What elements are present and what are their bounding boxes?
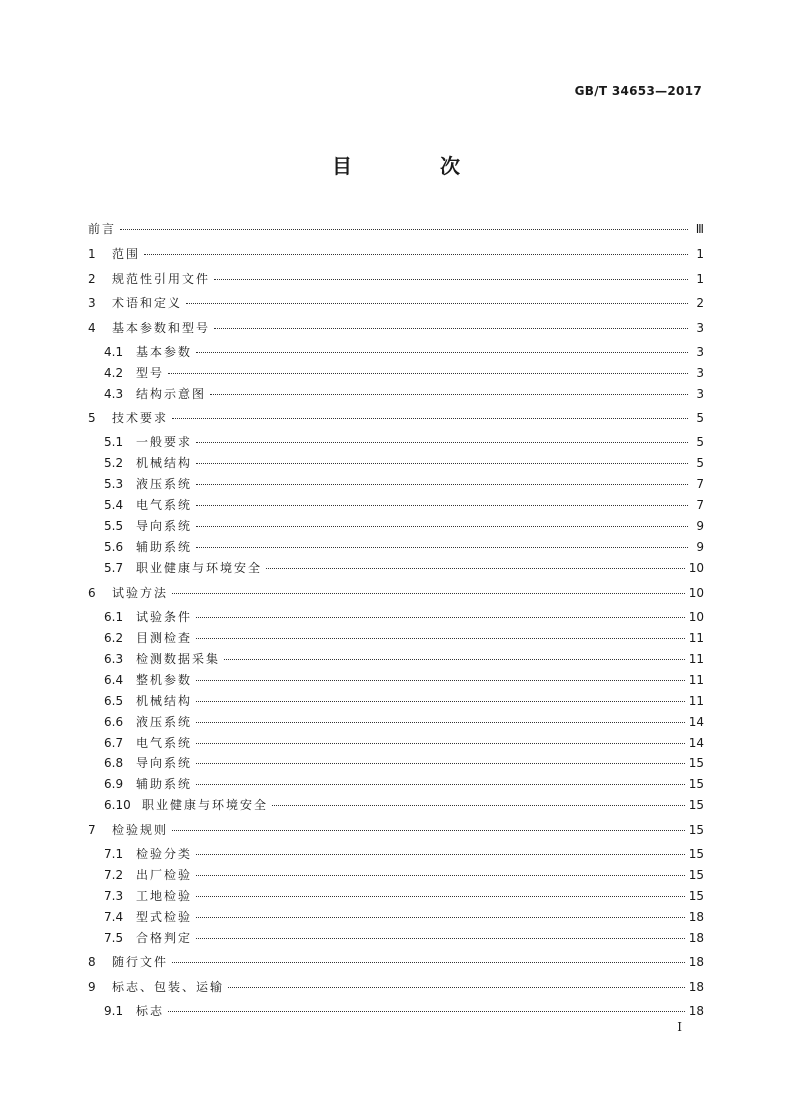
toc-entry[interactable] <box>88 293 704 313</box>
toc-entry-title: 随行文件 <box>112 955 169 969</box>
toc-entry-title: 液压系统 <box>136 715 193 729</box>
toc-leader-dots <box>196 546 688 548</box>
toc-entry-number: 5.3 <box>104 477 124 491</box>
toc-entry-page: 18 <box>688 1004 704 1018</box>
toc-entry[interactable] <box>104 1001 704 1021</box>
toc-entry-number: 2 <box>88 272 96 286</box>
toc-entry-page: 3 <box>696 387 704 401</box>
toc-entry[interactable] <box>88 318 704 338</box>
toc-entry[interactable] <box>104 733 704 753</box>
toc-entry-number: 6.10 <box>104 798 131 812</box>
toc-entry-title: 范围 <box>112 247 141 261</box>
toc-entry-number: 7.3 <box>104 889 124 903</box>
toc-entry-number: 5.7 <box>104 561 124 575</box>
toc-entry-title: 电气系统 <box>136 498 193 512</box>
toc-entry-page: 18 <box>688 910 704 924</box>
toc-entry-number: 5.4 <box>104 498 124 512</box>
toc-entry-number: 5.1 <box>104 435 124 449</box>
toc-entry-number: 4.1 <box>104 345 124 359</box>
toc-entry-page: 7 <box>696 477 704 491</box>
toc-leader-dots <box>196 700 685 702</box>
toc-entry-title: 机械结构 <box>136 456 193 470</box>
toc-leader-dots <box>196 616 685 618</box>
toc-entry[interactable] <box>104 795 704 815</box>
toc-entry-page: 10 <box>688 561 704 575</box>
toc-entry-number: 5.6 <box>104 540 124 554</box>
toc-entry-title: 工地检验 <box>136 889 193 903</box>
toc-entry-title: 辅助系统 <box>136 540 193 554</box>
toc-entry-page: 10 <box>688 586 704 600</box>
toc-leader-dots <box>214 327 688 329</box>
toc-entry-number: 6.2 <box>104 631 124 645</box>
toc-entry-title: 试验方法 <box>112 586 169 600</box>
toc-entry-title: 导向系统 <box>136 756 193 770</box>
toc-leader-dots <box>196 853 685 855</box>
toc-entry-page: 7 <box>696 498 704 512</box>
toc-entry-page: 14 <box>688 715 704 729</box>
toc-entry-page: 18 <box>688 955 704 969</box>
standard-code: GB/T 34653—2017 <box>574 84 702 98</box>
toc-entry[interactable] <box>104 670 704 690</box>
toc-entry-page: 3 <box>696 345 704 359</box>
toc-entry-title: 基本参数 <box>136 345 193 359</box>
toc-entry-page: 3 <box>696 366 704 380</box>
toc-entry-title: 型式检验 <box>136 910 193 924</box>
toc-leader-dots <box>172 592 685 594</box>
toc-entry-number: 4 <box>88 321 96 335</box>
toc-leader-dots <box>196 637 685 639</box>
toc-entry[interactable] <box>104 607 704 627</box>
toc-entry[interactable] <box>104 628 704 648</box>
toc-entry-number: 9 <box>88 980 96 994</box>
toc-entry-number: 6.9 <box>104 777 124 791</box>
toc-entry-page: 1 <box>696 272 704 286</box>
toc-entry[interactable] <box>104 432 704 452</box>
toc-entry-number: 5.5 <box>104 519 124 533</box>
toc-entry-title: 试验条件 <box>136 610 193 624</box>
toc-entry-page: 18 <box>688 931 704 945</box>
toc-entry-number: 3 <box>88 296 96 310</box>
toc-entry[interactable] <box>104 558 704 578</box>
toc-entry[interactable] <box>104 865 704 885</box>
toc-entry-number: 7 <box>88 823 96 837</box>
toc-leader-dots <box>172 417 688 419</box>
toc-leader-dots <box>196 895 685 897</box>
toc-entry-page: 15 <box>688 889 704 903</box>
toc-entry-number: 6 <box>88 586 96 600</box>
toc-entry-title: 出厂检验 <box>136 868 193 882</box>
toc-entry-number: 9.1 <box>104 1004 124 1018</box>
toc-entry-number: 7.1 <box>104 847 124 861</box>
toc-entry-title: 一般要求 <box>136 435 193 449</box>
toc-entry-page: 15 <box>688 823 704 837</box>
toc-entry-page: 14 <box>688 736 704 750</box>
toc-leader-dots <box>196 462 688 464</box>
toc-entry-title: 职业健康与环境安全 <box>136 561 263 575</box>
toc-entry-number: 6.3 <box>104 652 124 666</box>
toc-entry[interactable] <box>104 495 704 515</box>
toc-entry-title: 前言 <box>88 222 117 236</box>
toc-leader-dots <box>196 351 688 353</box>
toc-entry-page: Ⅲ <box>695 222 704 236</box>
toc-entry-page: 5 <box>696 435 704 449</box>
toc-entry-page: 2 <box>696 296 704 310</box>
toc-entry-title: 职业健康与环境安全 <box>142 798 269 812</box>
toc-entry-page: 18 <box>688 980 704 994</box>
toc-entry-number: 1 <box>88 247 96 261</box>
toc-entry[interactable] <box>88 244 704 264</box>
toc-leader-dots <box>224 658 685 660</box>
toc-entry-title: 检测数据采集 <box>136 652 221 666</box>
toc-entry[interactable] <box>88 977 704 997</box>
toc-entry-title: 合格判定 <box>136 931 193 945</box>
toc-entry-number: 4.3 <box>104 387 124 401</box>
toc-entry[interactable] <box>88 269 704 289</box>
toc-entry[interactable] <box>88 583 704 603</box>
toc-entry-page: 11 <box>688 673 704 687</box>
toc-entry-page: 11 <box>688 652 704 666</box>
toc-entry-number: 4.2 <box>104 366 124 380</box>
toc-entry[interactable] <box>104 886 704 906</box>
toc-entry-page: 9 <box>696 519 704 533</box>
toc-entry-title: 标志、包装、运输 <box>112 980 225 994</box>
toc-entry-title: 型号 <box>136 366 165 380</box>
toc-entry-page: 1 <box>696 247 704 261</box>
toc-entry[interactable] <box>104 691 704 711</box>
page-number: I <box>677 1020 682 1034</box>
toc-leader-dots <box>172 829 685 831</box>
toc-entry[interactable] <box>104 774 704 794</box>
toc-entry-page: 10 <box>688 610 704 624</box>
toc-entry[interactable] <box>104 384 704 404</box>
toc-leader-dots <box>210 393 688 395</box>
toc-entry-number: 6.8 <box>104 756 124 770</box>
toc-entry-number: 6.7 <box>104 736 124 750</box>
toc-leader-dots <box>196 874 685 876</box>
toc-leader-dots <box>272 804 685 806</box>
toc-entry-page: 15 <box>688 847 704 861</box>
toc-leader-dots <box>196 762 685 764</box>
toc-entry[interactable] <box>104 928 704 948</box>
toc-entry-title: 术语和定义 <box>112 296 183 310</box>
toc-leader-dots <box>196 679 685 681</box>
toc-entry-title: 检验分类 <box>136 847 193 861</box>
toc-entry-number: 6.6 <box>104 715 124 729</box>
toc-entry-page: 5 <box>696 411 704 425</box>
toc-entry[interactable] <box>104 907 704 927</box>
toc-entry[interactable] <box>88 408 704 428</box>
toc-entry-page: 15 <box>688 777 704 791</box>
toc-leader-dots <box>196 525 688 527</box>
toc-entry[interactable] <box>88 952 704 972</box>
toc-entry[interactable] <box>104 453 704 473</box>
toc-entry[interactable] <box>104 516 704 536</box>
toc-entry-number: 6.1 <box>104 610 124 624</box>
toc-entry-page: 11 <box>688 631 704 645</box>
toc-leader-dots <box>196 783 685 785</box>
toc-entry-number: 7.5 <box>104 931 124 945</box>
toc-entry-page: 15 <box>688 868 704 882</box>
toc-entry-number: 6.4 <box>104 673 124 687</box>
toc-leader-dots <box>196 441 688 443</box>
toc-entry[interactable] <box>104 363 704 383</box>
toc-leader-dots <box>196 721 685 723</box>
toc-entry-title: 结构示意图 <box>136 387 207 401</box>
toc-leader-dots <box>144 253 688 255</box>
toc-entry[interactable] <box>104 537 704 557</box>
toc-entry-title: 基本参数和型号 <box>112 321 211 335</box>
toc-entry-title: 导向系统 <box>136 519 193 533</box>
toc-entry-title: 标志 <box>136 1004 165 1018</box>
toc-entry-page: 11 <box>688 694 704 708</box>
toc-entry-title: 辅助系统 <box>136 777 193 791</box>
toc-entry-title: 液压系统 <box>136 477 193 491</box>
toc-leader-dots <box>228 986 685 988</box>
toc-entry-number: 7.4 <box>104 910 124 924</box>
toc-leader-dots <box>168 1010 685 1012</box>
toc-entry[interactable] <box>104 474 704 494</box>
toc-leader-dots <box>186 302 688 304</box>
toc-entry-title: 整机参数 <box>136 673 193 687</box>
toc-entry[interactable] <box>104 649 704 669</box>
toc-entry[interactable] <box>104 342 704 362</box>
toc-leader-dots <box>196 916 685 918</box>
toc-entry[interactable] <box>104 753 704 773</box>
toc-leader-dots <box>120 228 688 230</box>
toc-entry[interactable] <box>104 844 704 864</box>
toc-entry-page: 3 <box>696 321 704 335</box>
toc-entry-title: 检验规则 <box>112 823 169 837</box>
toc-entry-number: 8 <box>88 955 96 969</box>
toc-leader-dots <box>196 937 685 939</box>
toc-entry-number: 5.2 <box>104 456 124 470</box>
toc-entry-number: 5 <box>88 411 96 425</box>
toc-leader-dots <box>168 372 688 374</box>
toc-entry-page: 5 <box>696 456 704 470</box>
toc-leader-dots <box>172 961 685 963</box>
toc-entry-page: 9 <box>696 540 704 554</box>
page-title: 目 次 <box>332 154 494 178</box>
toc-entry-number: 7.2 <box>104 868 124 882</box>
toc-leader-dots <box>214 278 688 280</box>
toc-entry[interactable] <box>104 712 704 732</box>
toc-leader-dots <box>196 742 685 744</box>
toc-entry-number: 6.5 <box>104 694 124 708</box>
toc-entry-title: 电气系统 <box>136 736 193 750</box>
toc-entry-title: 规范性引用文件 <box>112 272 211 286</box>
toc-entry[interactable] <box>88 820 704 840</box>
toc-entry-page: 15 <box>688 798 704 812</box>
toc-entry-page: 15 <box>688 756 704 770</box>
toc-entry-title: 机械结构 <box>136 694 193 708</box>
toc-entry[interactable] <box>88 219 704 239</box>
toc-leader-dots <box>196 483 688 485</box>
toc-entry-title: 技术要求 <box>112 411 169 425</box>
toc-leader-dots <box>266 567 685 569</box>
toc-leader-dots <box>196 504 688 506</box>
toc-entry-title: 目测检查 <box>136 631 193 645</box>
